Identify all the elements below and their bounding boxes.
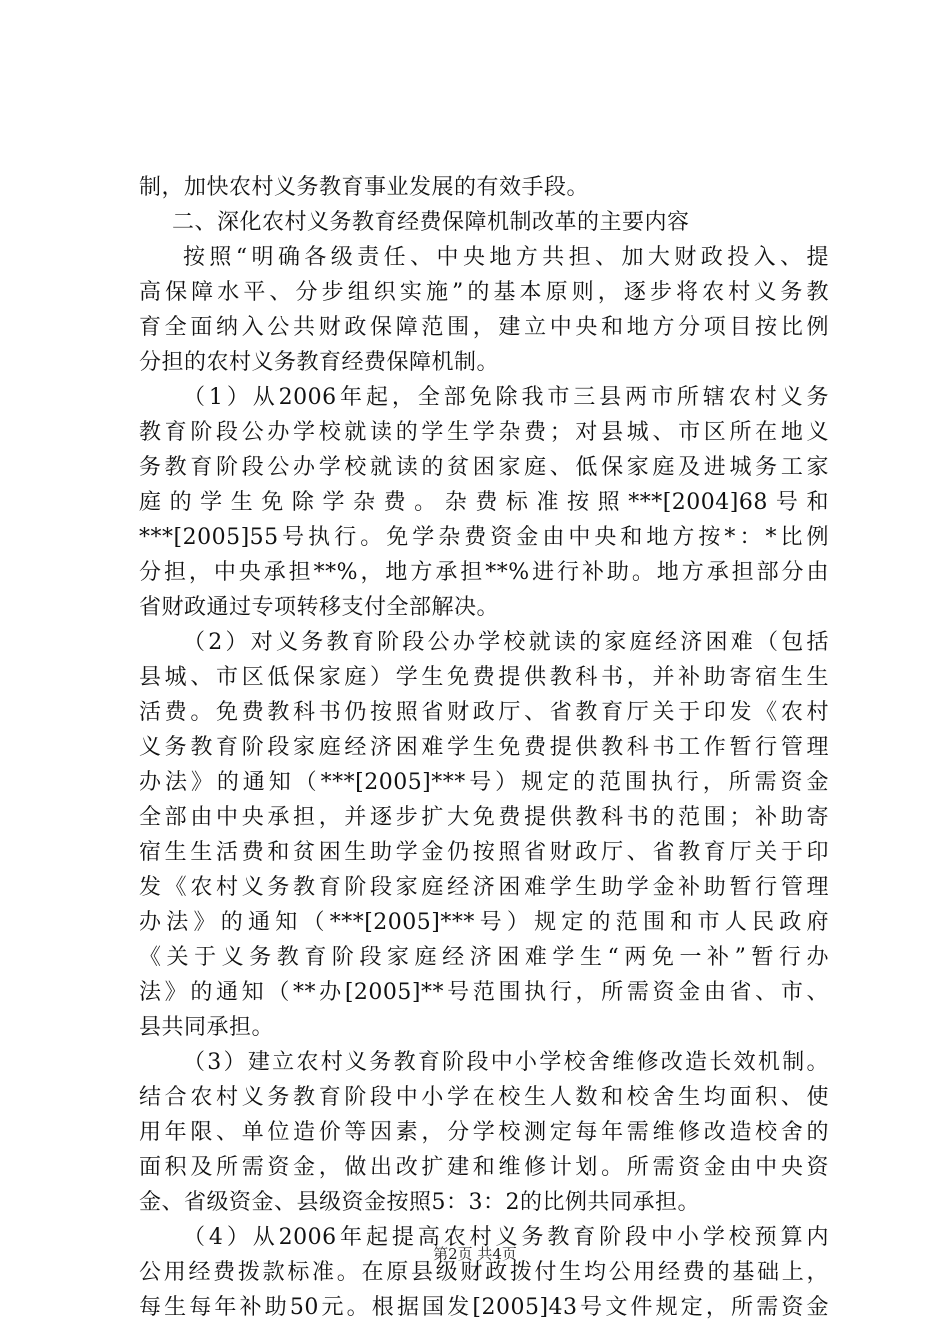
text-line: 教育阶段公办学校就读的学生学杂费；对县城、市区所在地义 [139,420,829,445]
text-line: 义务教育阶段家庭经济困难学生免费提供教科书工作暂行管理 [139,735,829,760]
text-line: 育全面纳入公共财政保障范围，建立中央和地方分项目按比例 [139,315,829,340]
text-line: （4）从2006年起提高农村义务教育阶段中小学校预算内 [183,1225,829,1250]
text-line: 办法》的通知（***[2005]***号）规定的范围和市人民政府 [139,910,829,935]
text-line: 省财政通过专项转移支付全部解决。 [139,595,500,620]
text-line: 全部由中央承担，并逐步扩大免费提供教科书的范围；补助寄 [139,805,829,830]
text-line: 法》的通知（**办[2005]**号范围执行，所需资金由省、市、 [139,980,829,1005]
text-line: 县共同承担。 [139,1015,275,1040]
text-line: 办法》的通知（***[2005]***号）规定的范围执行，所需资金 [139,770,829,795]
text-line: 结合农村义务教育阶段中小学在校生人数和校舍生均面积、使 [139,1085,829,1110]
text-line: 庭的学生免除学杂费。杂费标准按照***[2004]68号和 [139,490,829,515]
text-line: 分担的农村义务教育经费保障机制。 [139,350,500,375]
text-line: 发《农村义务教育阶段家庭经济困难学生助学金补助暂行管理 [139,875,829,900]
text-line: 县城、市区低保家庭）学生免费提供教科书，并补助寄宿生生 [139,665,829,690]
text-line: 务教育阶段公办学校就读的贫困家庭、低保家庭及进城务工家 [139,455,829,480]
text-line: 活费。免费教科书仍按照省财政厅、省教育厅关于印发《农村 [139,700,829,725]
text-line: （3）建立农村义务教育阶段中小学校舍维修改造长效机制。 [183,1050,829,1075]
page-footer: 第2页 共4页 [433,1245,517,1263]
text-line: 公用经费拨款标准。在原县级财政拨付生均公用经费的基础上， [139,1260,829,1285]
text-line: 用年限、单位造价等因素，分学校测定每年需维修改造校舍的 [139,1120,829,1145]
text-line: （1）从2006年起，全部免除我市三县两市所辖农村义务 [183,385,829,410]
text-line: 面积及所需资金，做出改扩建和维修计划。所需资金由中央资 [139,1155,829,1180]
text-line: 金、省级资金、县级资金按照5：3：2的比例共同承担。 [139,1190,700,1215]
text-line: ***[2005]55号执行。免学杂费资金由中央和地方按*：*比例 [139,525,829,550]
text-line: 按照“明确各级责任、中央地方共担、加大财政投入、提 [183,245,829,270]
text-line: 制，加快农村义务教育事业发展的有效手段。 [139,175,590,200]
text-line: 二、深化农村义务教育经费保障机制改革的主要内容 [172,210,690,235]
text-line: 《关于义务教育阶段家庭经济困难学生“两免一补”暂行办 [139,945,829,970]
text-line: 分担，中央承担**%，地方承担**%进行补助。地方承担部分由 [139,560,829,585]
text-line: 每生每年补助50元。根据国发[2005]43号文件规定，所需资金 [139,1295,829,1320]
text-line: 高保障水平、分步组织实施”的基本原则，逐步将农村义务教 [139,280,829,305]
text-line: （2）对义务教育阶段公办学校就读的家庭经济困难（包括 [183,630,829,655]
document-body [139,170,829,1325]
text-line: 宿生生活费和贫困生助学金仍按照省财政厅、省教育厅关于印 [139,840,829,865]
